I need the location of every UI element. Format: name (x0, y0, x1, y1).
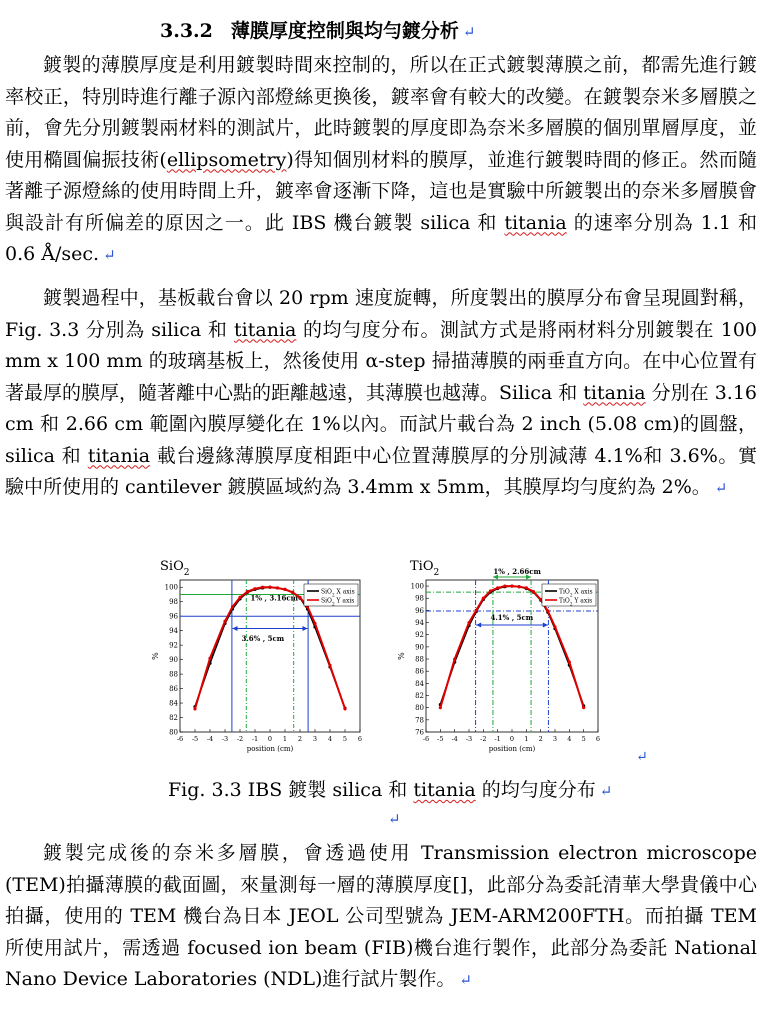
x-tick-label: 6 (595, 735, 601, 743)
data-point (532, 590, 535, 593)
y-tick-label: 80 (169, 728, 178, 737)
p2-term-titania-1: titania (234, 318, 297, 341)
y-tick-label: 100 (410, 582, 424, 591)
y-tick-label: 96 (169, 612, 178, 621)
y-tick-label: 92 (415, 631, 424, 640)
arrow-head-left (233, 626, 238, 631)
p2-term-titania-2: titania (583, 381, 646, 404)
p1-text-e: 的速率分別為 1.1 和 0.6 Å/sec. (5, 211, 757, 265)
x-tick-label: 0 (509, 735, 515, 743)
y-tick-label: 88 (169, 670, 178, 679)
data-point (546, 609, 549, 612)
p1-term-titania: titania (504, 211, 567, 234)
chart-title: TiO$_2$ (410, 559, 440, 578)
x-tick-label: 1 (282, 735, 288, 743)
x-axis-label: position (cm) (488, 745, 536, 753)
y-tick-label: 82 (415, 692, 424, 701)
data-point (489, 589, 492, 592)
arrow-head-left (476, 622, 481, 627)
x-tick-label: 5 (581, 735, 586, 743)
paragraph-tem (5, 838, 757, 997)
y-tick-label: 96 (415, 606, 424, 615)
return-mark: ↵ (103, 246, 116, 264)
x-tick-label: -5 (437, 735, 444, 743)
data-point (475, 609, 478, 612)
x-tick-label: -6 (176, 735, 184, 743)
annotation-inner: 1% , 3.16cm (250, 593, 299, 603)
x-tick-label: -3 (221, 735, 229, 743)
data-point (510, 584, 513, 587)
data-point (208, 657, 211, 660)
data-point (328, 664, 331, 667)
annotation-outer: 4.1% , 5cm (490, 613, 534, 623)
legend-label: SiO$_2$ X axis (321, 588, 355, 597)
p3-text: 鍍製完成後的奈米多層膜，會透過使用 Transmission electron microscope (TEM)拍攝薄膜的截面圖，來量測每一層的薄膜厚度[]，此部分為委託清華大學貴儀中心拍攝，使用的 TEM 機台為日本 JEOL 公司型號為 JEM-ARM200FTH。而拍攝 TEM 所使用試片，需透過 focused ion beam (FIB)機台進行製作，此部分為委託 National Nano Device Laboratories (NDL)進行試片製作。 (5, 842, 757, 990)
data-point (193, 707, 196, 710)
y-tick-label: 90 (415, 643, 424, 652)
data-point (276, 586, 279, 589)
chart-sio2 (148, 554, 378, 764)
y-tick-label: 84 (169, 699, 178, 708)
p2-term-titania-3: titania (87, 444, 151, 467)
x-tick-label: 4 (327, 735, 333, 743)
data-point (518, 585, 521, 588)
data-point (496, 586, 499, 589)
x-tick-label: 5 (342, 735, 348, 743)
y-tick-label: 100 (164, 583, 178, 592)
y-tick-label: 90 (169, 656, 178, 665)
data-point (298, 596, 301, 599)
data-point (553, 625, 556, 628)
p1-term-ellipsometry: ellipsometry (166, 148, 287, 171)
data-point (453, 657, 456, 660)
y-tick-label: 94 (415, 619, 424, 628)
y-tick-label: 80 (415, 704, 424, 713)
data-point (467, 621, 470, 624)
x-tick-label: -3 (465, 735, 473, 743)
y-tick-label: 78 (415, 716, 424, 725)
x-tick-label: 3 (552, 735, 558, 743)
x-tick-label: -2 (480, 735, 487, 743)
chart-tio2 (398, 554, 618, 764)
x-tick-label: 2 (297, 735, 303, 743)
x-tick-label: -1 (494, 735, 501, 743)
x-tick-label: 4 (567, 735, 572, 743)
chart-title: SiO$_2$ (160, 559, 190, 578)
caption-term-titania: titania (413, 779, 476, 801)
paragraph-uniformity (5, 283, 757, 505)
data-point (582, 706, 585, 709)
caption-text-c: 的均勻度分布 (475, 779, 596, 801)
data-point (482, 597, 485, 600)
y-tick-label: 86 (169, 685, 178, 694)
y-tick-label: 98 (169, 598, 178, 607)
annotation-outer: 3.6% , 5cm (241, 633, 285, 643)
legend-label: TiO$_2$ X axis (559, 588, 593, 597)
data-point (283, 588, 286, 591)
section-heading (160, 16, 475, 43)
data-point (223, 620, 226, 623)
data-point (343, 707, 346, 710)
legend-label: TiO$_2$ Y axis (559, 597, 593, 606)
data-point (568, 660, 571, 663)
p2-text-c: 的均勻度分布。測試方式是將兩材料分別鍍製在 100 mm x 100 mm 的玻璃基板上，然後使用 α-step 掃描薄膜的兩垂直方向。在中心位置有著最厚的膜厚，隨著離中心點的距離越遠，其薄膜也越薄。Silica 和 (5, 318, 757, 404)
x-tick-label: 1 (524, 735, 529, 743)
y-tick-label: 82 (169, 714, 178, 723)
return-mark: ↵ (462, 23, 476, 41)
return-mark: ↵ (459, 971, 472, 989)
y-axis-label: % (151, 652, 160, 660)
empty-line-return-mark: ↵ (388, 810, 401, 828)
arrow-head-right (303, 626, 308, 631)
figure-uniformity-charts (148, 554, 648, 765)
x-tick-label: 0 (267, 735, 273, 743)
data-point (246, 590, 249, 593)
y-tick-label: 94 (169, 627, 178, 636)
p2-text-a: 鍍製過程中，基板載台會以 20 rpm 速度旋轉，所度製出的膜厚分布會呈現圓對稱，Fig. 3.3 分別為 silica 和 (5, 287, 757, 341)
data-point (231, 605, 234, 608)
y-axis-label: % (397, 652, 406, 660)
p2-text-g: 載台邊緣薄膜厚度相距中心位置薄膜厚的分別減薄 4.1%和 3.6%。實驗中所使用的 cantilever 鍍膜區域約為 3.4mm x 5mm，其膜厚均勻度約為 2%。 (5, 444, 757, 498)
y-tick-label: 88 (415, 655, 424, 664)
data-point (261, 586, 264, 589)
y-tick-label: 76 (415, 728, 424, 737)
annotation-inner: 1% , 2.66cm (493, 567, 541, 576)
x-tick-label: -1 (251, 735, 259, 743)
return-mark: ↵ (636, 749, 648, 765)
data-point (503, 584, 506, 587)
data-point (268, 586, 271, 589)
p2-text-e: 分別在 3.16 cm 和 2.66 cm 範圍內膜厚變化在 1%以內。而試片載台為 2 inch (5.08 cm)的圓盤，silica 和 (5, 381, 758, 467)
arrow-head-right (543, 622, 548, 627)
x-tick-label: -4 (451, 735, 458, 743)
x-tick-label: 6 (357, 735, 363, 743)
return-mark: ↵ (599, 782, 613, 800)
return-mark: ↵ (714, 479, 728, 497)
p1-text-a: 鍍製的薄膜厚度是利用鍍製時間來控制的，所以在正式鍍製薄膜之前，都需先進行鍍率校正，特別時進行離子源內部燈絲更換後，鍍率會有較大的改變。在鍍製奈米多層膜之前，會先分別鍍製兩材料的測試片，此時鍍製的厚度即為奈米多層膜的個別單層厚度，並使用橢圓偏振技術( (5, 54, 757, 171)
y-tick-label: 98 (415, 594, 424, 603)
figure-caption (168, 775, 612, 802)
y-tick-label: 84 (415, 679, 424, 688)
x-tick-label: -4 (206, 735, 214, 743)
y-tick-label: 86 (415, 667, 424, 676)
data-point (253, 587, 256, 590)
y-tick-label: 92 (169, 641, 178, 650)
paragraph-deposition-rate (5, 50, 757, 272)
caption-text-a: Fig. 3.3 IBS 鍍製 silica 和 (168, 779, 414, 801)
x-tick-label: -5 (191, 735, 199, 743)
data-point (238, 596, 241, 599)
p1-text-c: )得知個別材料的膜厚，並進行鍍製時間的修正。然而隨著離子源燈絲的使用時間上升，鍍率會逐漸下降，這也是實驗中所鍍製出的奈米多層膜會與設計有所偏差的原因之一。此 IBS 機台鍍製 silica 和 (5, 148, 757, 234)
x-axis-label: position (cm) (246, 745, 294, 753)
section-title: 薄膜厚度控制與均勻鍍分析 (230, 20, 459, 42)
data-point (313, 622, 316, 625)
data-point (439, 706, 442, 709)
legend-label: SiO$_2$ Y axis (321, 597, 355, 606)
x-tick-label: 3 (312, 735, 318, 743)
x-tick-label: -2 (236, 735, 244, 743)
section-number: 3.3.2 (160, 20, 213, 42)
x-tick-label: 2 (538, 735, 543, 743)
x-tick-label: -6 (422, 735, 430, 743)
data-point (525, 586, 528, 589)
